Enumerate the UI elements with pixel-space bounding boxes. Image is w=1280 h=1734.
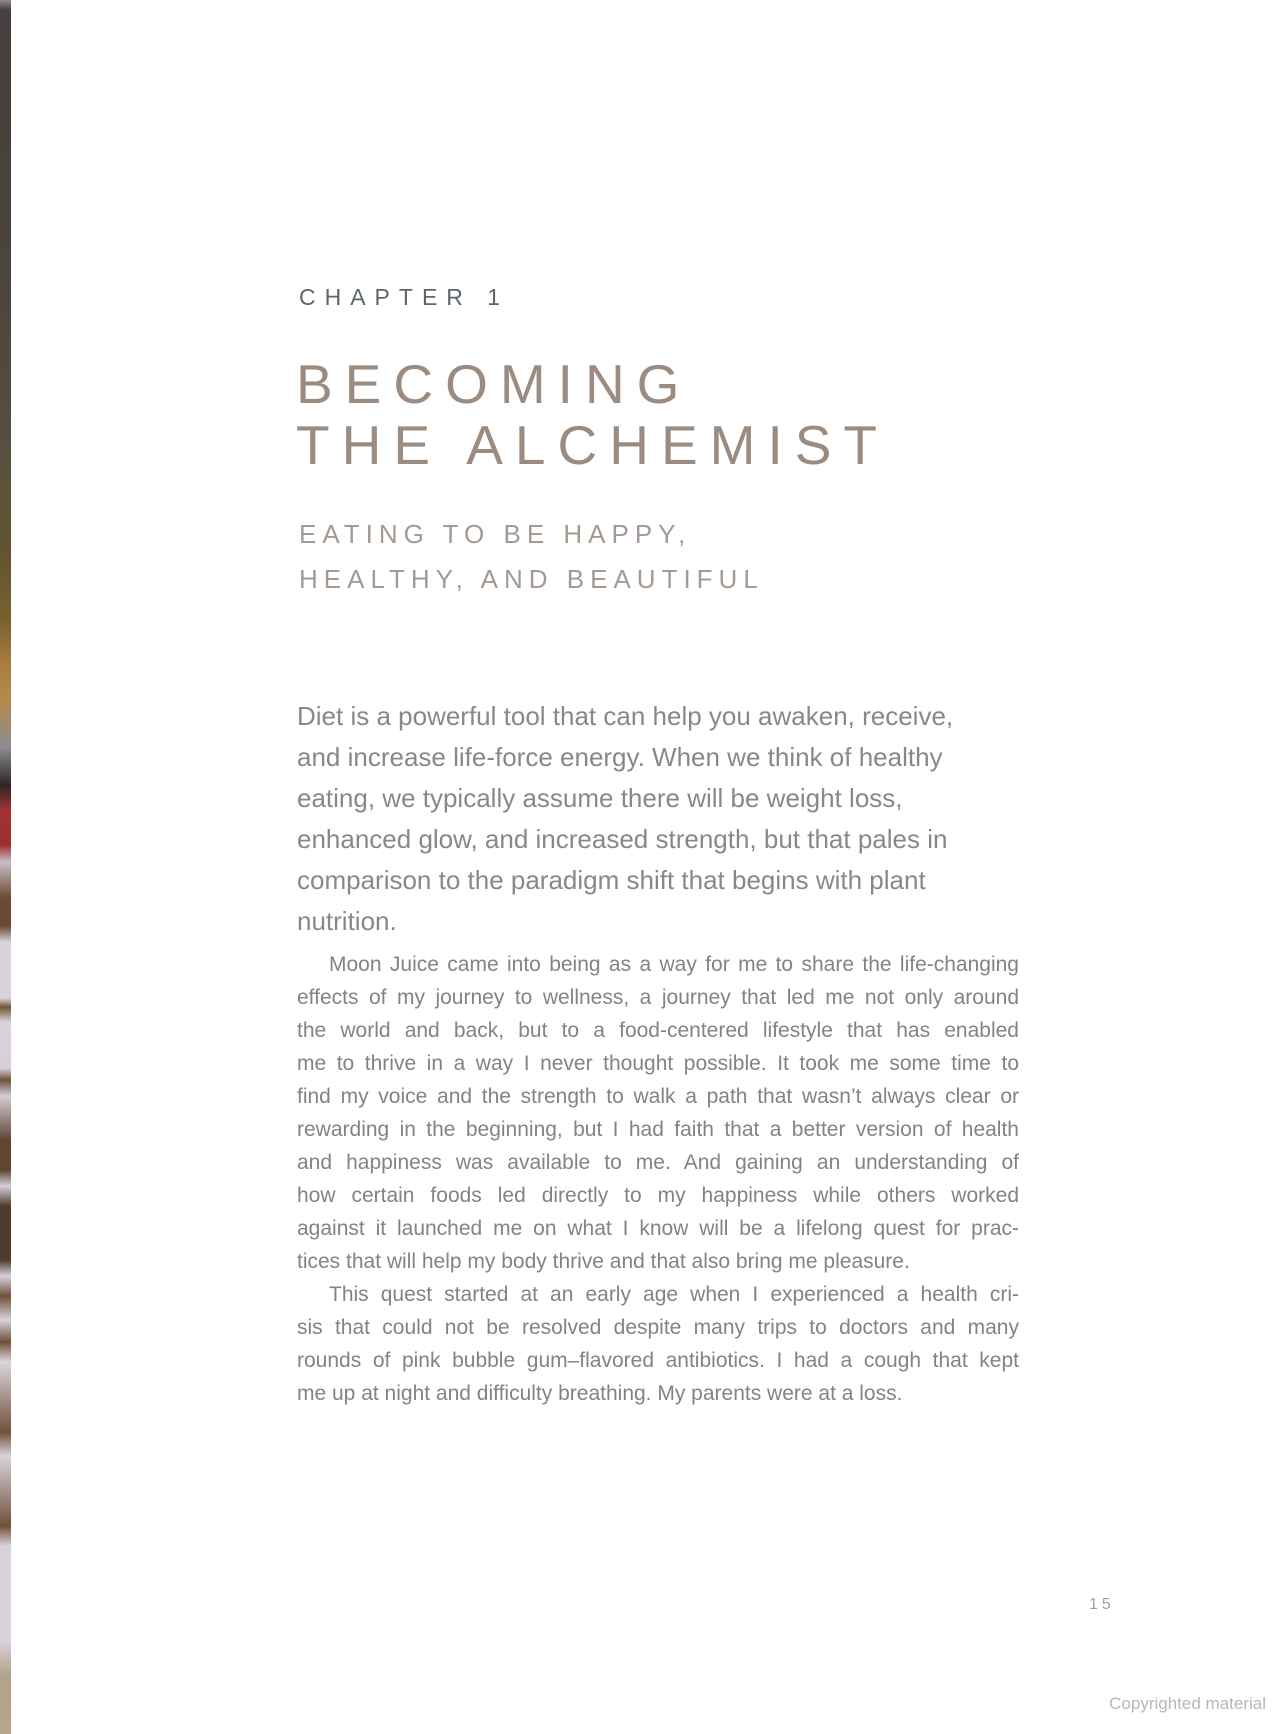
- chapter-label: CHAPTER 1: [299, 284, 510, 310]
- chapter-title-line-2: THE ALCHEMIST: [296, 414, 890, 476]
- chapter-title-line-1: BECOMING: [296, 353, 692, 415]
- intro-paragraph: Diet is a powerful tool that can help you awaken, receive, and increase life-force energy. When we think of healthy eating, we typically assume there will be weight loss, enhanced glow, and increased strength, but that pales in comparison to the paradigm shift that begins with plant nutrition.: [297, 701, 954, 936]
- chapter-subtitle-line-2: HEALTHY, AND BEAUTIFUL: [299, 564, 764, 594]
- chapter-subtitle-line-1: EATING TO BE HAPPY,: [299, 519, 692, 549]
- copyright-watermark: Copyrighted material: [1109, 1694, 1266, 1713]
- page-number: 15: [1089, 1596, 1115, 1613]
- chapter-subtitle: [299, 512, 764, 602]
- body-paragraph-quest: This quest started at an early age when I experienced a health cri- sis that could not be resolved despite many trips to doctors and many rounds of pink bubble gum–flavored antibiotics. I had a cough that kept me up at night and difficulty breathing. My parents were at a loss.: [297, 1283, 1019, 1405]
- chapter-title: [296, 354, 889, 476]
- body-paragraph-moon-juice: Moon Juice came into being as a way for me to share the life-changing effects of my journey to wellness, a journey that led me not only around the world and back, but to a food-centered lifestyle that has enabled me to thrive in a way I never thought possible. It took me some time to find my voice and the strength to walk a path that wasn’t always clear or rewarding in the beginning, but I had faith that a better version of health and happiness was available to me. And gaining an understanding of how certain foods led directly to my happiness while others worked against it launched me on what I know will be a lifelong quest for prac- tices that will help my body thrive and that also bring me pleasure.: [297, 953, 1019, 1273]
